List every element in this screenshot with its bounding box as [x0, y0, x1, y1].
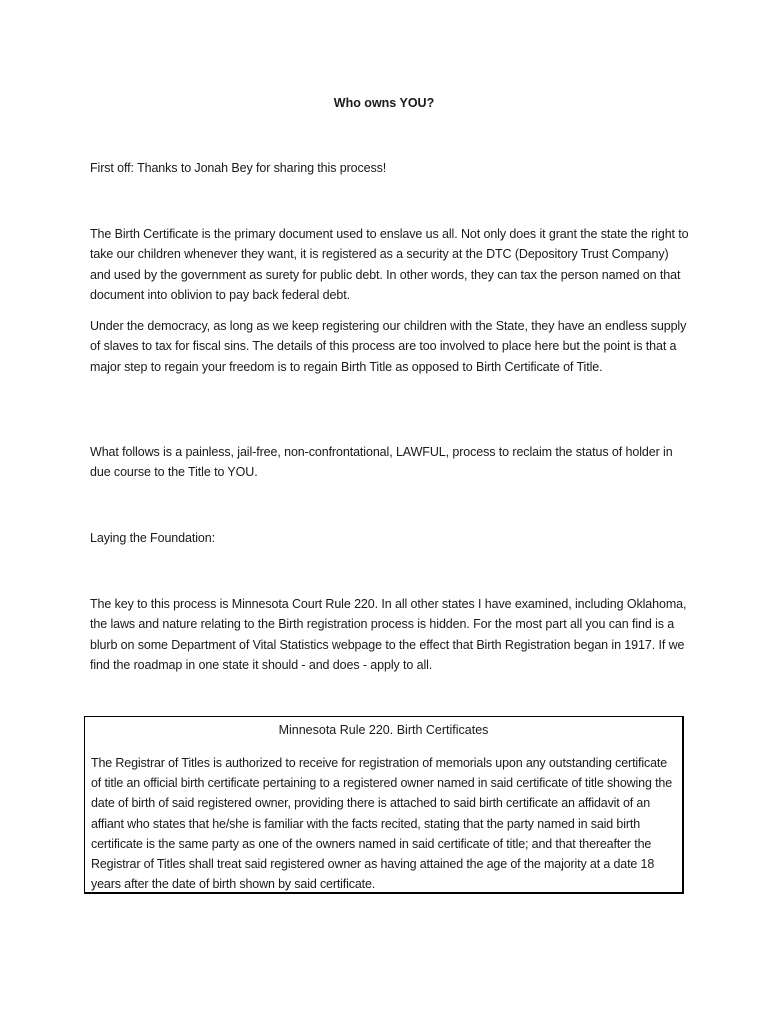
what-follows-paragraph: What follows is a painless, jail-free, non-confrontational, LAWFUL, process to reclaim the status of holder in due course to the Title to YOU. [90, 445, 673, 480]
thanks-paragraph: First off: Thanks to Jonah Bey for sharing this process! [90, 161, 387, 175]
birth-certificate-paragraph: The Birth Certificate is the primary document used to enslave us all. Not only does it grant the state the right to take our children whenever they want, it is registered as a security at the DTC (Depository Trust Company) and used by the government as surety for public debt. In other words, they can tax the person named on that document into oblivion to pay back federal debt. [90, 227, 689, 303]
key-paragraph: The key to this process is Minnesota Court Rule 220. In all other states I have examined, including Oklahoma, the laws and nature relating to the Birth registration process is hidden. For the most part all you can find is a blurb on some Department of Vital Statistics webpage to the effect that Birth Registration began in 1917. If we find the roadmap in one state it should - and does - apply to all. [90, 597, 687, 673]
rule-box-title: Minnesota Rule 220. Birth Certificates [278, 723, 489, 737]
document-title: Who owns YOU? [333, 96, 435, 110]
rule-box-body: The Registrar of Titles is authorized to receive for registration of memorials upon any outstanding certificate of title an official birth certificate pertaining to a registered owner named in said certificate of title showing the date of birth of said registered owner, providing there is attached to said birth certificate an affidavit of an affiant who states that he/she is familiar with the facts recited, stating that the party named in said birth certificate is the same party as one of the owners named in said certificate of title; and that thereafter the Registrar of Titles shall treat said registered owner as having attained the age of the majority at a date 18 years after the date of birth shown by said certificate. [91, 756, 673, 892]
minnesota-rule-box [84, 716, 684, 894]
democracy-paragraph: Under the democracy, as long as we keep registering our children with the State, they have an endless supply of slaves to tax for fiscal sins. The details of this process are too involved to place here but the point is that a major step to regain your freedom is to regain Birth Title as opposed to Birth Certificate of Title. [90, 319, 687, 374]
laying-foundation-heading: Laying the Foundation: [90, 531, 215, 545]
